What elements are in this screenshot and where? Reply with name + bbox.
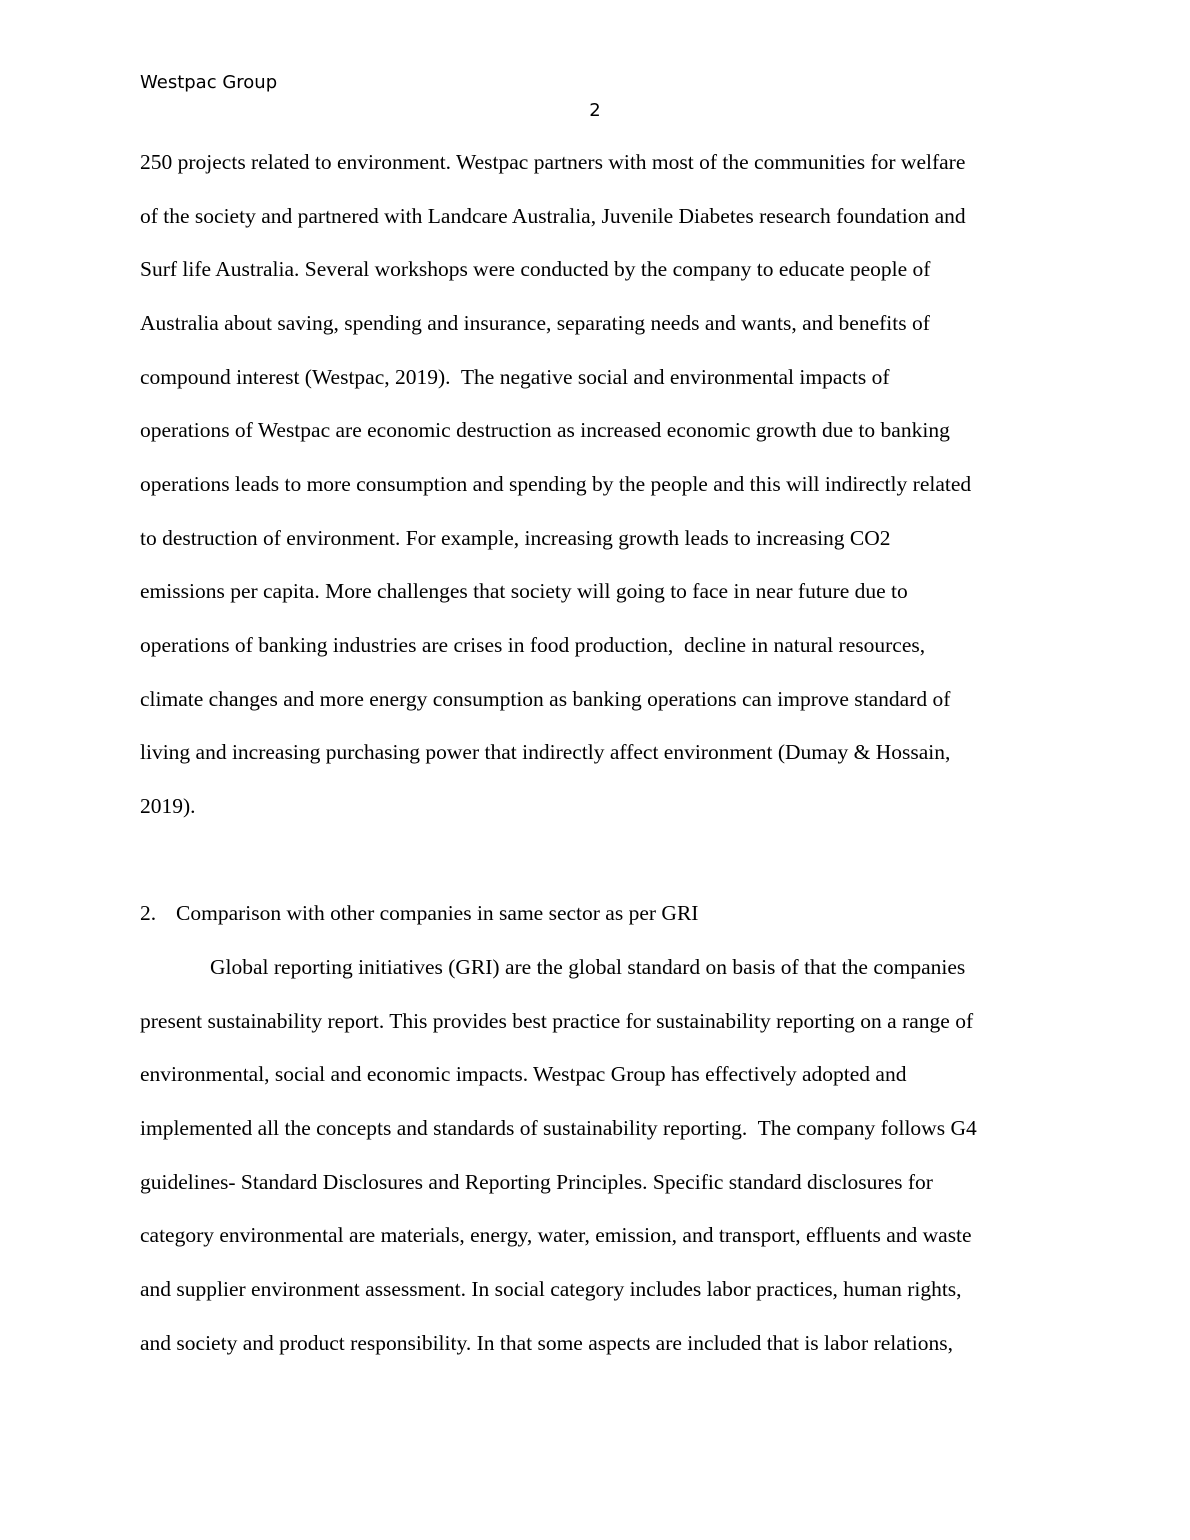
section-title: Comparison with other companies in same sector as per GRI bbox=[176, 901, 699, 925]
header-title: Westpac Group bbox=[140, 72, 278, 93]
page-number: 2 bbox=[589, 100, 601, 121]
text-line: category environmental are materials, energy, water, emission, and transport, effluents and waste bbox=[140, 1223, 972, 1247]
text-line: living and increasing purchasing power that indirectly affect environment (Dumay & Hossain, bbox=[140, 740, 951, 764]
text-line: and supplier environment assessment. In social category includes labor practices, human rights, bbox=[140, 1277, 962, 1301]
text-line: environmental, social and economic impacts. Westpac Group has effectively adopted and bbox=[140, 1062, 907, 1086]
text-line: guidelines- Standard Disclosures and Reporting Principles. Specific standard disclosures for bbox=[140, 1170, 933, 1194]
text-line: compound interest (Westpac, 2019). The negative social and environmental impacts of bbox=[140, 365, 890, 389]
text-line: climate changes and more energy consumption as banking operations can improve standard of bbox=[140, 687, 951, 711]
text-line: of the society and partnered with Landcare Australia, Juvenile Diabetes research foundation and bbox=[140, 204, 966, 228]
text-line: Surf life Australia. Several workshops were conducted by the company to educate people of bbox=[140, 257, 931, 281]
text-line: and society and product responsibility. In that some aspects are included that is labor relations, bbox=[140, 1331, 954, 1355]
text-line: implemented all the concepts and standards of sustainability reporting. The company follows G4 bbox=[140, 1116, 977, 1140]
text-line: Global reporting initiatives (GRI) are the global standard on basis of that the companies bbox=[210, 955, 966, 979]
text-line: 250 projects related to environment. Westpac partners with most of the communities for welfare bbox=[140, 150, 966, 174]
text-line: operations of Westpac are economic destruction as increased economic growth due to banking bbox=[140, 418, 950, 442]
text-line: 2019). bbox=[140, 794, 196, 818]
text-line: Australia about saving, spending and insurance, separating needs and wants, and benefits of bbox=[140, 311, 930, 335]
text-line: emissions per capita. More challenges that society will going to face in near future due to bbox=[140, 579, 908, 603]
text-line: present sustainability report. This provides best practice for sustainability reporting on a range of bbox=[140, 1009, 974, 1033]
text-line: operations of banking industries are crises in food production, decline in natural resources, bbox=[140, 633, 926, 657]
text-line: operations leads to more consumption and spending by the people and this will indirectly related bbox=[140, 472, 972, 496]
section-number: 2. bbox=[140, 901, 157, 925]
text-line: to destruction of environment. For example, increasing growth leads to increasing CO2 bbox=[140, 526, 891, 550]
